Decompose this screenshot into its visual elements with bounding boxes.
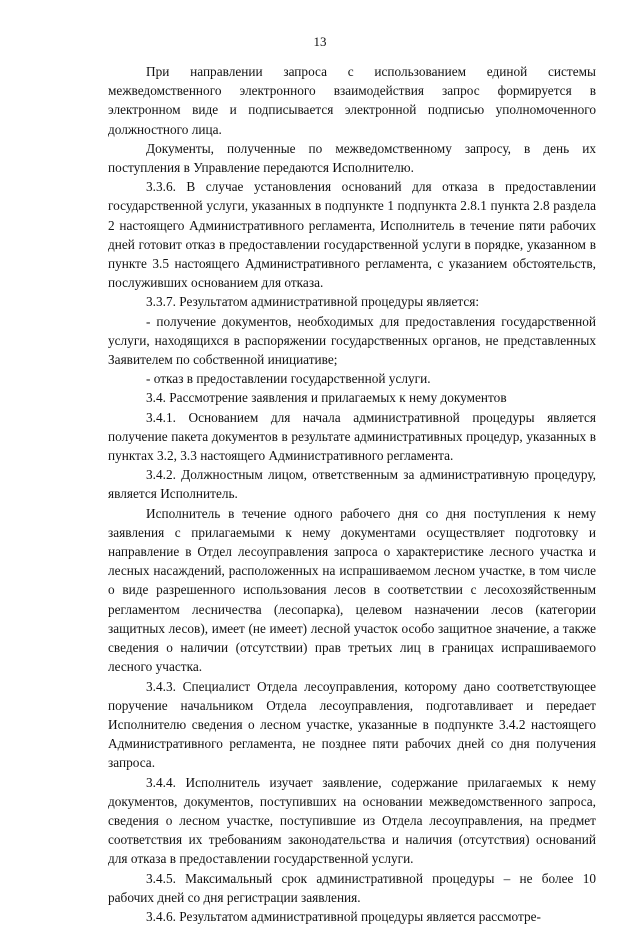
section-heading: 3.4. Рассмотрение заявления и прилагаемых к нему документов [146, 390, 507, 406]
paragraph: 3.4.6. Результатом административной процедуры является рассмотре- [146, 908, 541, 924]
paragraph: Документы, полученные по межведомственному запросу, в день их поступления в Управление передаются Исполнителю. [108, 140, 596, 176]
paragraph: 3.3.7. Результатом административной процедуры является: [146, 294, 480, 310]
paragraph: 3.4.3. Специалист Отдела лесоуправления, которому дано соответствующее поручение начальником Отдела лесоуправления, подготавливает и передает Исполнителю сведения о лесном участке, указанные в подпункте 3.4.2 настоящего Административного регламента, не позднее пяти рабочих дней со дня получения запроса. [108, 678, 596, 771]
paragraph: При направлении запроса с использованием единой системы межведомственного электронного взаимодействия запрос формируется в электронном виде и подписывается электронной подписью уполномоченного должностного лица. [108, 64, 596, 137]
paragraph: - отказ в предоставлении государственной услуги. [146, 371, 431, 387]
paragraph: Исполнитель в течение одного рабочего дня со дня поступления к нему заявления с прилагаемыми к нему документами осуществляет подготовку и направление в Отдел лесоуправления запроса о характеристике лесного участка и лесных насаждений, расположенных на испрашиваемом лесном участке, в том числе о виде разрешенного использования лесов в соответствии с лесохозяйственным регламентом лесничества (лесопарка), целевом назначении лесов (категории защитных лесов), имеет (не имеет) лесной участок особо защитное значение, а также сведения о наличии (отсутствии) прав третьих лиц в границах испрашиваемого лесного участка. [108, 505, 596, 675]
paragraph: - получение документов, необходимых для предоставления государственной услуги, находящихся в распоряжении государственных органов, не представленных Заявителем по собственной инициативе; [108, 313, 596, 368]
paragraph: 3.4.1. Основанием для начала административной процедуры является получение пакета документов в результате административных процедур, указанных в пунктах 3.2, 3.3 настоящего Административного регламента. [108, 409, 596, 464]
paragraph: 3.4.4. Исполнитель изучает заявление, содержание прилагаемых к нему документов, документов, поступивших на основании межведомственного запроса, сведения о лесном участке, поступившие из Отдела лесоуправления, на предмет соответствия их требованиям законодательства и наличия (отсутствия) оснований для отказа в предоставлении государственной услуги. [108, 774, 596, 867]
paragraph: 3.3.6. В случае установления оснований для отказа в предоставлении государственной услуги, указанных в подпункте 1 подпункта 2.8.1 пункта 2.8 раздела 2 настоящего Административного регламента, Исполнитель в течение пяти рабочих дней готовит отказ в предоставлении государственной услуги в порядке, указанном в пункте 3.5 настоящего Административного регламента, с указанием обстоятельств, послуживших основанием для отказа. [108, 179, 596, 291]
paragraph: 3.4.2. Должностным лицом, ответственным за административную процедуру, является Исполнитель. [108, 467, 596, 502]
document-body [108, 62, 596, 926]
paragraph: 3.4.5. Максимальный срок административной процедуры – не более 10 рабочих дней со дня регистрации заявления. [108, 870, 596, 905]
page-number: 13 [313, 34, 327, 49]
